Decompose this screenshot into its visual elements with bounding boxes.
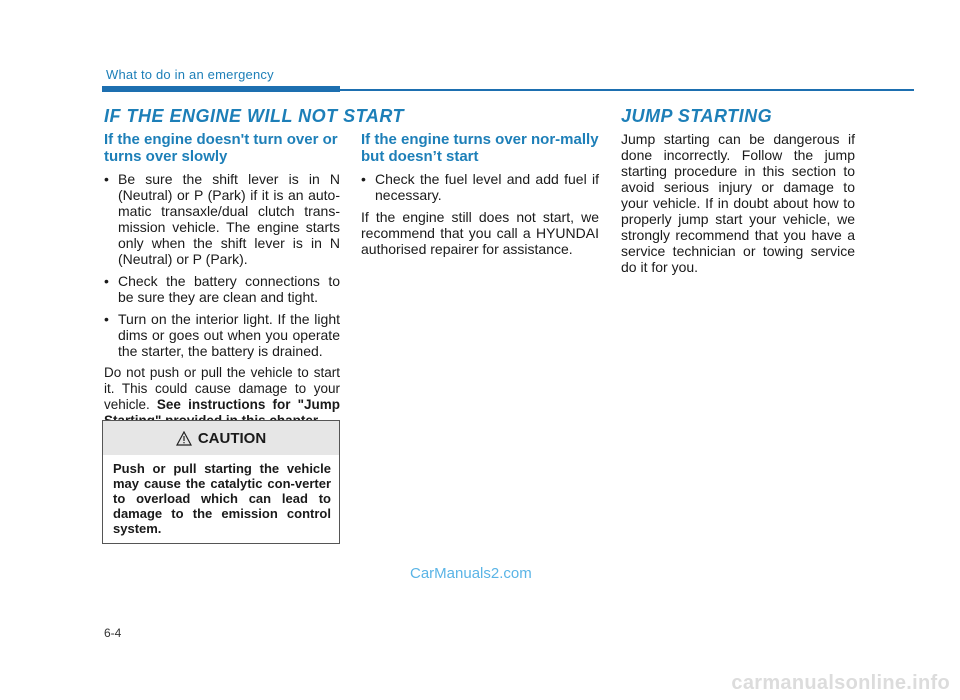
bullet-icon: • <box>104 171 109 187</box>
subhead-turn-over-slowly: If the engine doesn't turn over or turns over slowly <box>104 131 338 165</box>
watermark-text: CarManuals2.com <box>410 565 532 582</box>
page-number: 6-4 <box>104 626 122 640</box>
caution-header <box>103 421 339 455</box>
bullet-icon: • <box>104 311 109 327</box>
caution-title: CAUTION <box>197 429 267 447</box>
jump-starting-paragraph: Jump starting can be dangerous if done incorrectly. Follow the jump starting procedure in this section to avoid serious injury or damage to your vehicle. If in doubt about how to properly jump start your vehicle, we strongly recommend that you have a service technician or towing service do it for you. <box>621 131 855 275</box>
column-right <box>621 131 855 279</box>
bullet-text: Be sure the shift lever is in N (Neutral) or P (Park) if it is an auto-matic transaxle/dual clutch trans-mission vehicle. The engine starts only when the shift lever is in N (Neutral) or P (Park). <box>118 171 340 267</box>
subhead-turns-over-normally: If the engine turns over nor-mally but doesn’t start <box>361 131 599 165</box>
title-engine-will-not-start: IF THE ENGINE WILL NOT START <box>104 106 404 126</box>
jump-starting-reference: See instructions for "Jump <box>156 397 340 412</box>
caution-box <box>102 420 340 544</box>
footer-watermark: carmanualsonline.info <box>731 672 950 694</box>
header-bar-thick <box>102 86 340 92</box>
list-item <box>104 273 340 305</box>
bullet-icon: • <box>104 273 109 289</box>
list-item <box>104 311 340 359</box>
warning-triangle-icon <box>176 431 192 446</box>
title-jump-starting: JUMP STARTING <box>621 106 773 126</box>
section-header-label: What to do in an emergency <box>106 67 274 82</box>
bullet-text: Check the fuel level and add fuel if necessary. <box>375 171 599 203</box>
bullet-text: Turn on the interior light. If the light dims or goes out when you operate the starter, the battery is drained. <box>118 311 340 359</box>
column-middle <box>361 131 599 261</box>
header-bar-thin <box>340 89 914 91</box>
push-pull-text: Do not push or pull the vehicle to start it. This could cause damage to your vehicle. <box>104 365 340 412</box>
bullet-text: Check the battery connections to be sure they are clean and tight. <box>118 273 340 305</box>
repairer-paragraph: If the engine still does not start, we recommend that you call a HYUNDAI authorised repairer for assistance. <box>361 209 599 257</box>
column-left <box>104 131 340 433</box>
list-item <box>104 171 340 267</box>
list-item <box>361 171 599 203</box>
caution-body: Push or pull starting the vehicle may cause the catalytic con-verter to overload which can lead to damage to the emission control system. <box>113 461 331 536</box>
bullet-icon: • <box>361 171 366 187</box>
